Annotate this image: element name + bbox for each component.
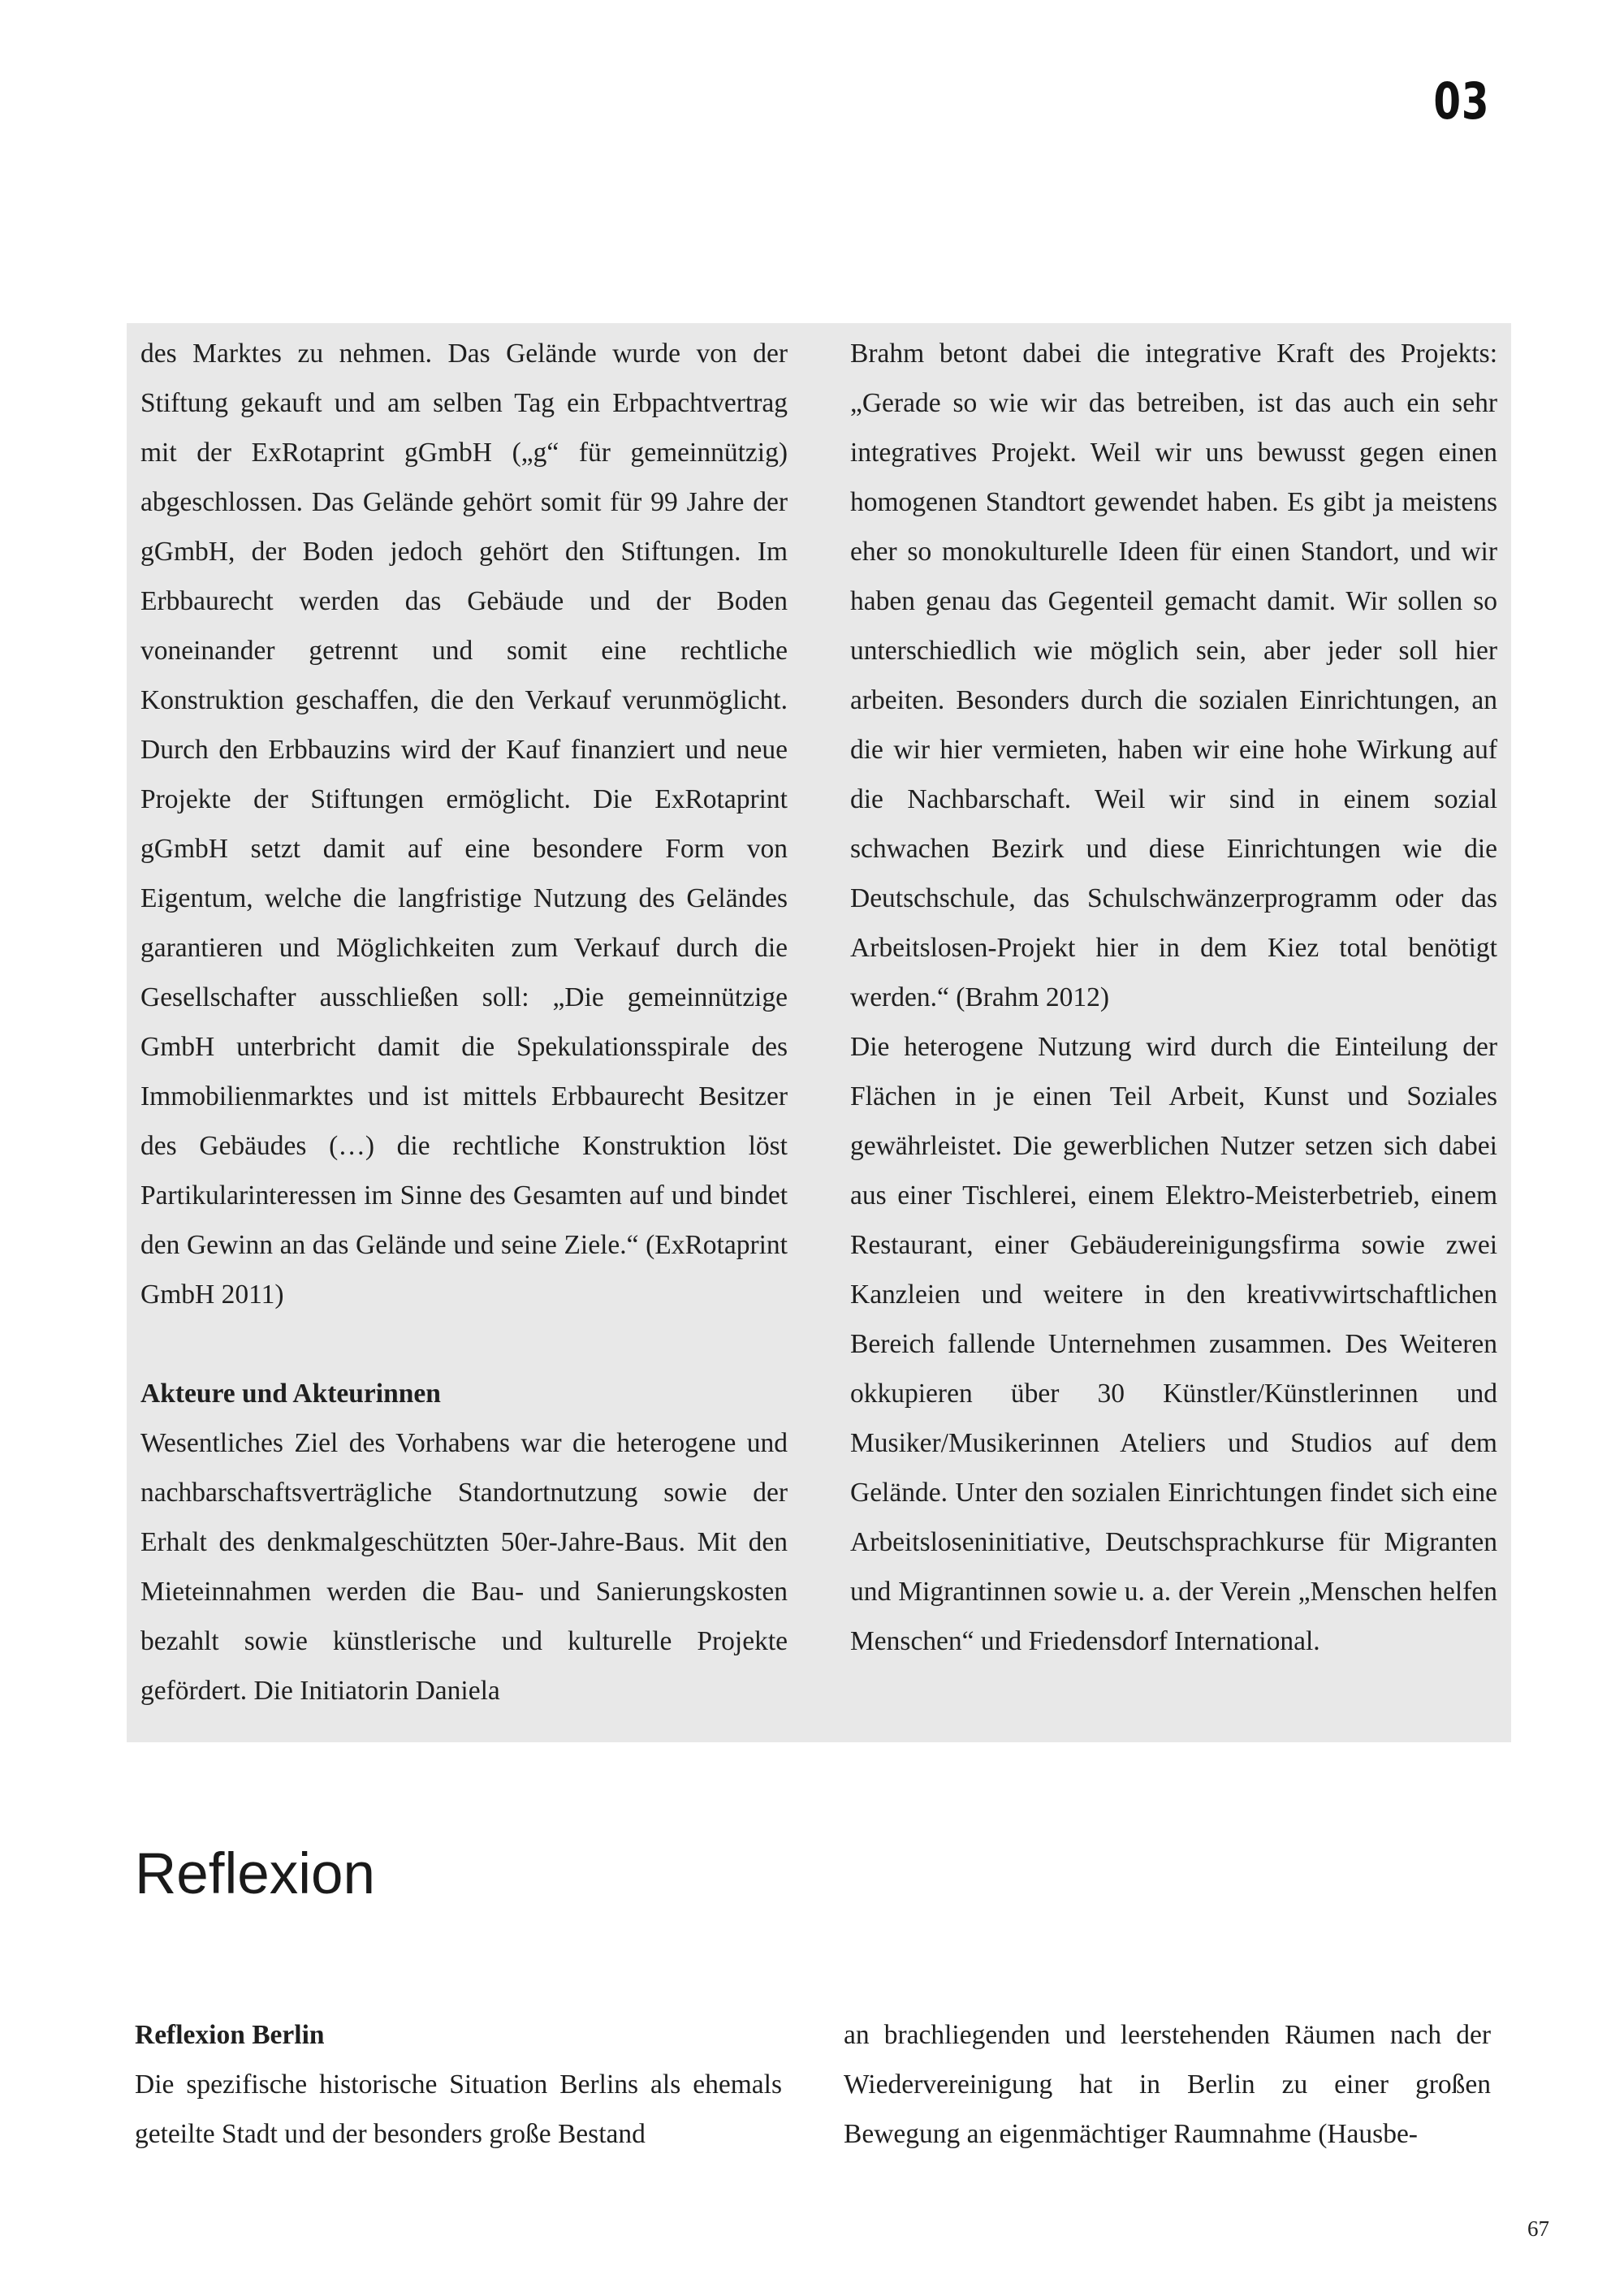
reflexion-left-column [135, 2010, 782, 2159]
section-title: Reflexion [135, 1842, 375, 1906]
box-right-paragraph-1: Brahm betont dabei die integrative Kraft des Projekts: „Gerade so wie wir das betreiben, ist das auch ein sehr integratives Projekt. Weil wir uns bewusst gegen einen homogenen Standtort gewendet haben. Es gibt ja meistens eher so monokulturelle Ideen für einen Standort, und wir haben genau das Gegenteil gemacht damit. Wir sollen so unterschiedlich wie möglich sein, aber jeder soll hier arbeiten. Besonders durch die sozialen Einrichtungen, an die wir hier vermieten, haben wir eine hohe Wirkung auf die Nachbarschaft. Weil wir sind in einem sozial schwachen Bezirk und diese Einrichtungen wie die Deutschschule, das Schulschwänzerprogramm oder das Arbeitslosen-Projekt hier in dem Kiez total benötigt werden.“ (Brahm 2012) [850, 339, 1497, 1012]
reflexion-left-paragraph: Die spezifische historische Situation Berlins als ehemals geteilte Stadt und der besonders große Bestand [135, 2069, 782, 2149]
box-left-paragraph-2: Wesentliches Ziel des Vorhabens war die heterogene und nachbarschaftsverträgliche Standortnutzung sowie der Erhalt des denkmalgeschützten 50er-Jahre-Baus. Mit den Mieteinnahmen werden die Bau- und Sanierungskosten bezahlt sowie künstlerische und kulturelle Projekte gefördert. Die Initiatorin Daniela [140, 1428, 788, 1706]
reflexion-right-paragraph: an brachliegenden und leerstehenden Räumen nach der Wiedervereinigung hat in Berlin zu einer großen Bewegung an eigenmächtiger Raumnahme (Hausbe- [844, 2020, 1491, 2149]
reflexion-subheading: Reflexion Berlin [135, 2020, 325, 2050]
paragraph-gap [140, 1319, 788, 1369]
box-right-column [850, 329, 1497, 1666]
chapter-number: 03 [1433, 71, 1489, 131]
box-left-paragraph-1: des Marktes zu nehmen. Das Gelände wurde von der Stiftung gekauft und am selben Tag ein Erbpachtvertrag mit der ExRotaprint gGmbH („g“ für gemeinnützig) abgeschlossen. Das Gelände gehört somit für 99 Jahre der gGmbH, der Boden jedoch gehört den Stiftungen. Im Erbbaurecht werden das Gebäude und der Boden voneinander getrennt und somit eine rechtliche Konstruktion geschaffen, die den Verkauf verunmöglicht. Durch den Erbbauzins wird der Kauf finanziert und neue Projekte der Stiftungen ermöglicht. Die ExRotaprint gGmbH setzt damit auf eine besondere Form von Eigentum, welche die langfristige Nutzung des Geländes garantieren und Möglichkeiten zum Verkauf durch die Gesellschafter ausschließen soll: „Die gemeinnützige GmbH unterbricht damit die Spekulationsspirale des Immobilienmarktes und ist mittels Erbbaurecht Besitzer des Gebäudes (…) die rechtliche Konstruktion löst Partikularinteressen im Sinne des Gesamten auf und bindet den Gewinn an das Gelände und seine Ziele.“ (ExRotaprint GmbH 2011) [140, 339, 788, 1310]
box-right-paragraph-2: Die heterogene Nutzung wird durch die Einteilung der Flächen in je einen Teil Arbeit, Kunst und Soziales gewährleistet. Die gewerblichen Nutzer setzen sich dabei aus einer Tischlerei, einem Elektro-Meisterbetrieb, einem Restaurant, einer Gebäudereinigungsfirma sowie zwei Kanzleien und weitere in den kreativwirtschaftlichen Bereich fallende Unternehmen zusammen. Des Weiteren okkupieren über 30 Künstler/Künstlerinnen und Musiker/Musikerinnen Ateliers und Studios auf dem Gelände. Unter den sozialen Einrichtungen findet sich eine Arbeitsloseninitiative, Deutschsprachkurse für Migranten und Migrantinnen sowie u. a. der Verein „Menschen helfen Menschen“ und Friedensdorf International. [850, 1032, 1497, 1656]
reflexion-right-column [844, 2010, 1491, 2159]
box-left-column [140, 329, 788, 1716]
actors-subheading: Akteure und Akteurinnen [140, 1379, 441, 1409]
page-number: 67 [1527, 2216, 1549, 2241]
